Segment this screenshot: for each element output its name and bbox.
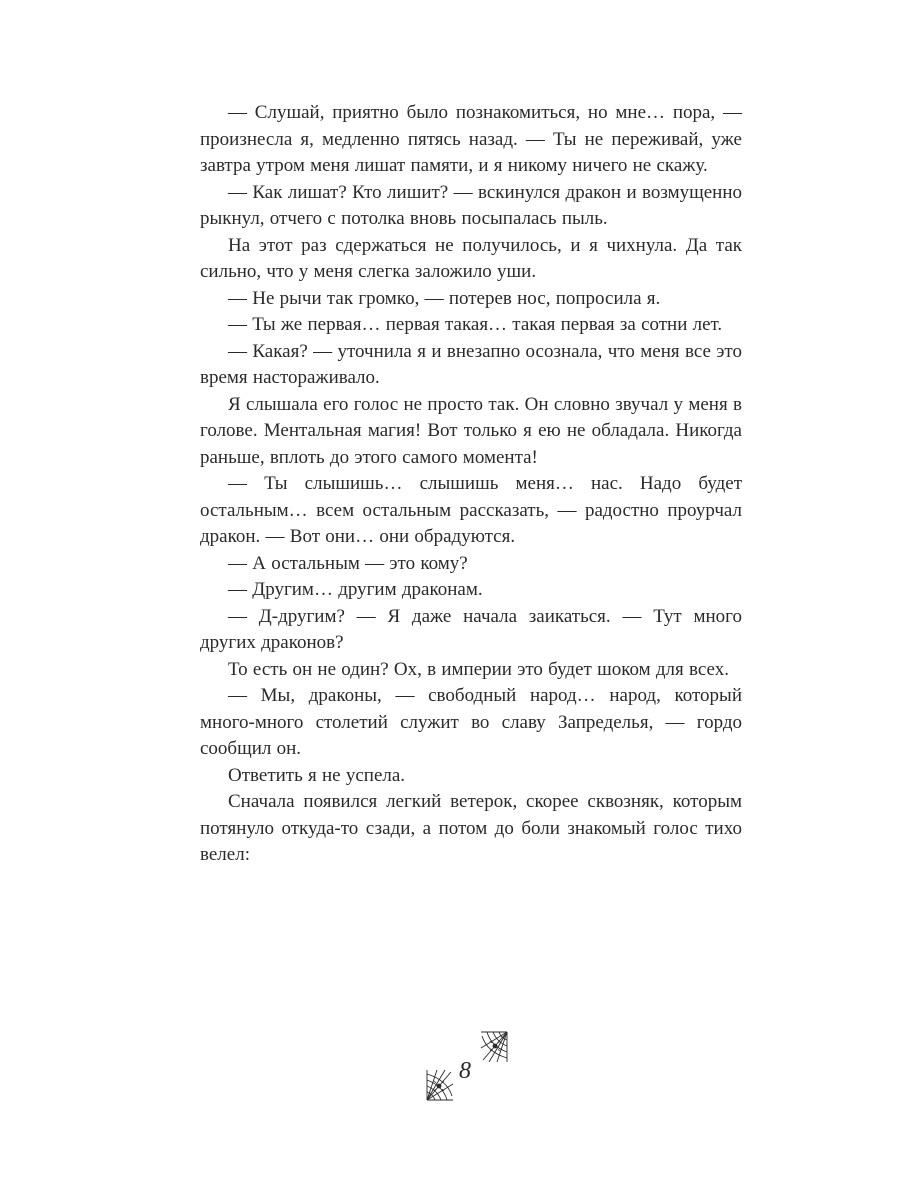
paragraph: — Не рычи так громко, — потерев нос, попросила я.: [228, 287, 661, 309]
paragraph: — Слушай, приятно было познакомиться, но мне… пора, — произнесла я, медленно пятясь назад. — Ты не переживай, уже завтра утром меня лишат памяти, и я никому ничего не скажу.: [200, 102, 742, 176]
page-number: 8: [459, 1058, 471, 1084]
page-footer: [425, 1030, 515, 1102]
paragraph: — Какая? — уточнила я и внезапно осознала, что меня все это время настораживало.: [200, 340, 742, 388]
paragraph: — Как лишат? Кто лишит? — вскинулся дракон и возмущенно рыкнул, отчего с потолка вновь посыпалась пыль.: [200, 181, 742, 229]
paragraph: Сначала появился легкий ветерок, скорее сквозняк, которым потянуло откуда-то сзади, а потом до боли знакомый голос тихо велел:: [200, 791, 742, 865]
page-text: [200, 100, 742, 869]
paragraph: — Мы, драконы, — свободный народ… народ, который много-много столетий служит во славу Запределья, — гордо сообщил он.: [200, 685, 742, 759]
paragraph: — Ты слышишь… слышишь меня… нас. Надо будет остальным… всем остальным рассказать, — радостно проурчал дракон. — Вот они… они обрадуются.: [200, 473, 742, 547]
paragraph: Ответить я не успела.: [228, 764, 406, 786]
paragraph: — А остальным — это кому?: [228, 552, 468, 574]
spiderweb-icon: [479, 1030, 509, 1064]
paragraph: То есть он не один? Ох, в империи это будет шоком для всех.: [228, 658, 729, 680]
paragraph: — Д-другим? — Я даже начала заикаться. — Тут много других драконов?: [200, 605, 742, 653]
paragraph: Я слышала его голос не просто так. Он словно звучал у меня в голове. Ментальная магия! Вот только я ею не обладала. Никогда раньше, вплоть до этого самого момента!: [200, 393, 742, 468]
paragraph: — Ты же первая… первая такая… такая первая за сотни лет.: [228, 314, 723, 335]
paragraph: На этот раз сдержаться не получилось, и я чихнула. Да так сильно, что у меня слегка заложило уши.: [200, 234, 742, 282]
spiderweb-icon: [425, 1068, 455, 1102]
paragraph: — Другим… другим драконам.: [228, 579, 483, 600]
